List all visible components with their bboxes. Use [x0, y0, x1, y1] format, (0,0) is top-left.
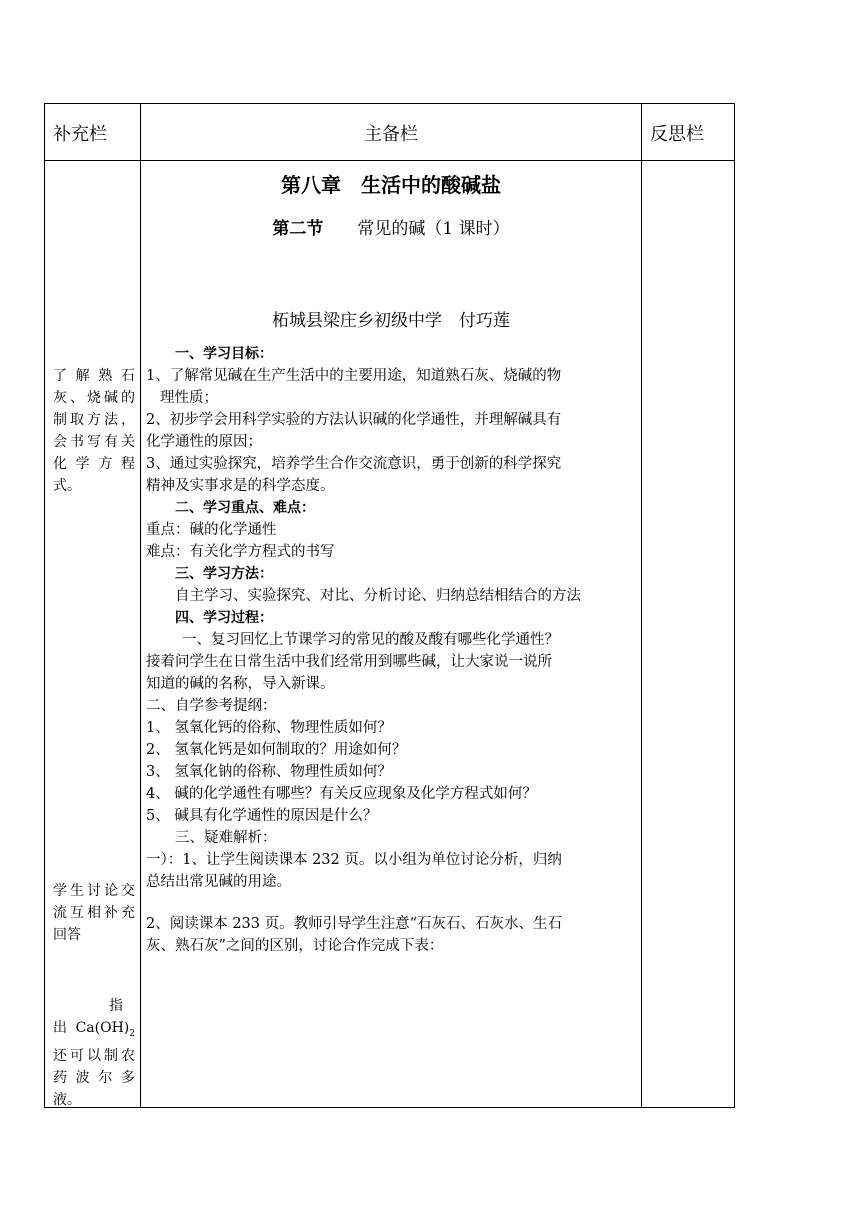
chapter-title: 第八章 生活中的酸碱盐 [281, 173, 501, 197]
outline-item: 3、 氢氧化钠的俗称、物理性质如何？ [146, 764, 392, 780]
note-line: 了解熟石 [53, 368, 135, 384]
supplement-note-discussion [53, 880, 135, 946]
body-line: 1、了解常见碱在生产生活中的主要用途，知道熟石灰、烧碱的物 [146, 368, 562, 384]
note-line: 流互相补充 [53, 905, 135, 921]
note-line: 灰、烧碱的 [53, 390, 135, 406]
body-line: 接着问学生在日常生活中我们经常用到哪些碱，让大家说一说所 [146, 654, 552, 670]
supplement-note-caoh2 [53, 995, 135, 1111]
outline-item: 4、 碱的化学通性有哪些？有关反应现象及化学方程式如何？ [146, 786, 537, 802]
note-line: 还可以制农 [53, 1047, 135, 1064]
column-divider [641, 104, 642, 1107]
column-divider [140, 104, 141, 1107]
heading-objectives: 一、学习目标： [175, 346, 273, 362]
body-line: 总结出常见碱的用途。 [146, 874, 291, 890]
note-line: 化学方程 [53, 456, 135, 472]
note-line: 学生讨论交 [53, 883, 135, 899]
note-text: 出 Ca(OH) [53, 1020, 130, 1036]
heading-methods: 三、学习方法： [175, 566, 273, 582]
body-line: 重点：碱的化学通性 [146, 522, 277, 538]
note-line [53, 1017, 135, 1045]
body-line: 2、阅读课本 233 页。教师引导学生注意“石灰石、石灰水、生石 [146, 916, 563, 932]
heading-process: 四、学习过程： [175, 610, 273, 626]
body-line: 自主学习、实验探究、对比、分析讨论、归纳总结相结合的方法 [175, 588, 581, 604]
body-line: 一）：1、让学生阅读课本 232 页。以小组为单位讨论分析，归纳 [146, 852, 562, 868]
author-line: 柘城县梁庄乡初级中学 付巧莲 [272, 311, 510, 331]
body-line: 2、初步学会用科学实验的方法认识碱的化学通性，并理解碱具有 [146, 412, 562, 428]
lesson-body [146, 343, 636, 957]
lesson-plan-table [44, 103, 735, 1108]
section-label: 第二节 [272, 219, 324, 239]
header-supplement: 补充栏 [53, 123, 107, 145]
section-title: 常见的碱（1 课时） [357, 219, 510, 239]
note-subscript: 2 [129, 1028, 135, 1039]
note-line: 制取方法， [53, 412, 135, 428]
heading-key-points: 二、学习重点、难点： [175, 500, 315, 516]
body-line: 化学通性的原因； [146, 434, 262, 450]
body-line: 三、疑难解析： [175, 830, 277, 846]
outline-item: 1、 氢氧化钙的俗称、物理性质如何？ [146, 720, 392, 736]
note-line: 式。 [53, 478, 81, 494]
header-reflection: 反思栏 [650, 123, 704, 145]
note-line: 指 [109, 998, 123, 1014]
header-main: 主备栏 [364, 123, 418, 145]
note-line: 会书写有关 [53, 434, 135, 450]
body-line: 二、自学参考提纲： [146, 698, 277, 714]
body-line: 灰、熟石灰”之间的区别，讨论合作完成下表： [146, 938, 444, 954]
body-line: 难点：有关化学方程式的书写 [146, 544, 335, 560]
section-heading [146, 216, 636, 242]
body-line: 理性质； [160, 390, 218, 406]
body-line: 知道的碱的名称，导入新课。 [146, 676, 335, 692]
note-line: 回答 [53, 927, 81, 943]
outline-item: 5、 碱具有化学通性的原因是什么？ [146, 808, 378, 824]
body-line: 精神及实事求是的科学态度。 [146, 478, 335, 494]
body-line: 一、复习回忆上节课学习的常见的酸及酸有哪些化学通性？ [182, 632, 559, 648]
outline-item: 2、 氢氧化钙是如何制取的？用途如何？ [146, 742, 407, 758]
body-line: 3、通过实验探究，培养学生合作交流意识，勇于创新的科学探究 [146, 456, 562, 472]
note-line: 药波尔多 [53, 1069, 135, 1086]
supplement-note-preparation [53, 365, 135, 497]
note-line: 液。 [53, 1091, 81, 1108]
